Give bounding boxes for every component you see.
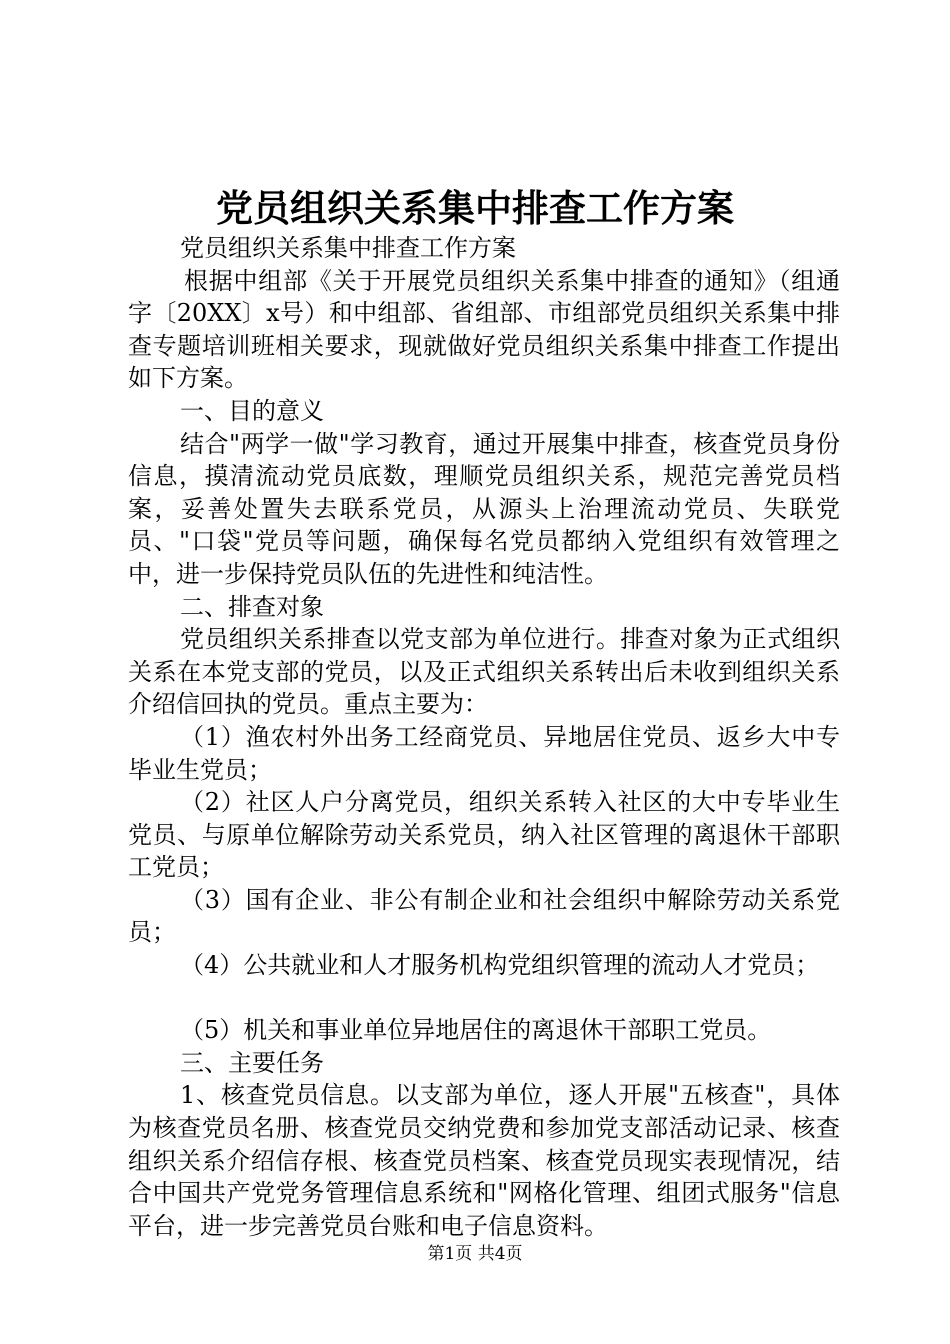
purpose-paragraph: 结合"两学一做"学习教育，通过开展集中排查，核查党员身份信息，摸清流动党员底数，理顺党员组织关系，规范完善党员档案，妥善处置失去联系党员，从源头上治理流动党员、失联党员、"口袋"党员等问题，确保每名党员都纳入党组织有效管理之中，进一步保持党员队伍的先进性和纯洁性。 [128, 429, 840, 588]
page-number-footer: 第1页 共4页 [427, 1244, 523, 1264]
section-heading-tasks: 三、主要任务 [180, 1048, 324, 1077]
target-item-1: （1）渔农村外出务工经商党员、异地居住党员、返乡大中专毕业生党员； [128, 722, 840, 784]
section-heading-targets: 二、排查对象 [180, 592, 324, 621]
subtitle-paragraph: 党员组织关系集中排查工作方案 [180, 234, 516, 262]
section-heading-purpose: 一、目的意义 [180, 396, 324, 425]
document-title: 党员组织关系集中排查工作方案 [216, 186, 734, 230]
target-item-2: （2）社区人户分离党员，组织关系转入社区的大中专毕业生党员、与原单位解除劳动关系党员，纳入社区管理的离退休干部职工党员； [128, 788, 840, 882]
intro-paragraph: 根据中组部《关于开展党员组织关系集中排查的通知》（组通字〔20XX〕x号）和中组部、省组部、市组部党员组织关系集中排查专题培训班相关要求，现就做好党员组织关系集中排查工作提出如下方案。 [128, 266, 840, 393]
target-item-4: （4）公共就业和人才服务机构党组织管理的流动人才党员； [180, 951, 820, 980]
document-body [128, 232, 840, 1242]
blank-line [128, 982, 840, 1015]
target-item-3: （3）国有企业、非公有制企业和社会组织中解除劳动关系党员； [128, 885, 840, 947]
targets-paragraph: 党员组织关系排查以党支部为单位进行。排查对象为正式组织关系在本党支部的党员，以及正式组织关系转出后未收到组织关系介绍信回执的党员。重点主要为： [128, 625, 840, 719]
target-item-5: （5）机关和事业单位异地居住的离退休干部职工党员。 [180, 1016, 772, 1045]
task-item-1: 1、核查党员信息。以支部为单位，逐人开展"五核查"，具体为核查党员名册、核查党员交纳党费和参加党支部活动记录、核查组织关系介绍信存根、核查党员档案、核查党员现实表现情况，结合中国共产党党务管理信息系统和"网格化管理、组团式服务"信息平台，进一步完善党员台账和电子信息资料。 [128, 1081, 840, 1240]
